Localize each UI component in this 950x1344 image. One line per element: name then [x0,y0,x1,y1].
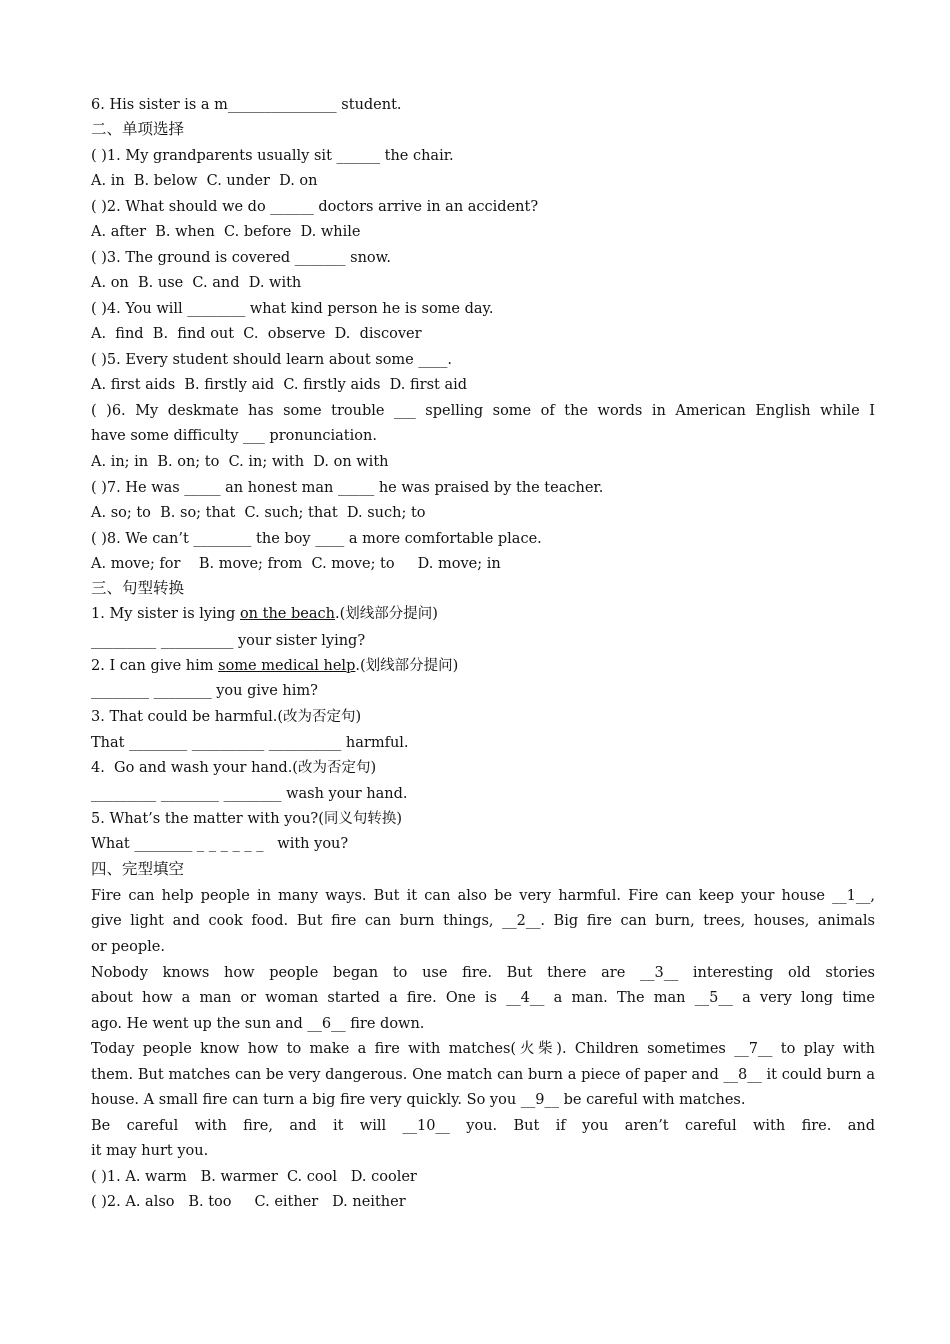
transform-q3-answer: That ________ __________ __________ harmful. [91,735,409,751]
mc-q4-options: A. find B. find out C. observe D. discover [91,326,422,342]
cloze-p1-line3: or people. [91,939,165,955]
fill-blank-q6: 6. His sister is a m_______________ student. [91,97,402,113]
section-3-heading: 三、句型转换 [91,579,185,597]
transform-q1-answer: _________ __________ your sister lying? [91,633,366,649]
transform-q4: 4. Go and wash your hand.(改为否定句) [91,760,377,776]
mc-q3-options: A. on B. use C. and D. with [91,275,302,291]
transform-q2-prefix: 2. I can give him [91,658,219,674]
cloze-p2-line1: Nobody knows how people began to use fire. But there are __3__ interesting old stories [91,965,875,981]
mc-q7: ( )7. He was _____ an honest man _____ he was praised by the teacher. [91,480,604,496]
mc-q8: ( )8. We can’t ________ the boy ____ a more comfortable place. [91,531,542,547]
mc-q5-options: A. first aids B. firstly aid C. firstly aids D. first aid [91,377,468,393]
transform-q1-prefix: 1. My sister is lying [91,606,240,622]
mc-q7-options: A. so; to B. so; that C. such; that D. such; to [91,505,426,521]
section-4-heading: 四、完型填空 [91,860,185,878]
mc-q2-options: A. after B. when C. before D. while [91,224,361,240]
cloze-p1-line1: Fire can help people in many ways. But it can also be very harmful. Fire can keep your house __1__, [91,888,875,904]
mc-q6-line1: ( )6. My deskmate has some trouble ___ spelling some of the words in American English while I [91,403,875,419]
cloze-p2-line2: about how a man or woman started a fire. One is __4__ a man. The man __5__ a very long time [91,990,875,1006]
transform-q4-answer: _________ ________ ________ wash your hand. [91,786,408,802]
transform-q1-suffix: .(划线部分提问) [334,606,438,622]
mc-q2: ( )2. What should we do ______ doctors arrive in an accident? [91,199,539,215]
transform-q2-suffix: .(划线部分提问) [355,658,459,674]
mc-q3: ( )3. The ground is covered _______ snow. [91,250,391,266]
mc-q8-options: A. move; for B. move; from C. move; to D. move; in [91,556,501,572]
section-2-heading: 二、单项选择 [91,120,185,138]
transform-q2-underlined: some medical help [218,658,356,674]
mc-q1: ( )1. My grandparents usually sit ______ the chair. [91,148,454,164]
cloze-p3-line2: them. But matches can be very dangerous. One match can burn a piece of paper and __8__ it could burn a [91,1067,875,1083]
transform-q2 [91,656,458,676]
mc-q6-options: A. in; in B. on; to C. in; with D. on with [91,454,389,470]
transform-q5-answer: What ________ _ _ _ _ _ _ with you? [91,836,349,852]
mc-q6-line2: have some difficulty ___ pronunciation. [91,428,377,444]
transform-q1 [91,604,438,624]
cloze-p4-line2: it may hurt you. [91,1143,209,1159]
mc-q4: ( )4. You will ________ what kind person he is some day. [91,301,494,317]
cloze-p1-line2: give light and cook food. But fire can burn things, __2__. Big fire can burn, trees, houses, animals [91,913,875,929]
cloze-p3-line3: house. A small fire can turn a big fire very quickly. So you __9__ be careful with matches. [91,1092,746,1108]
mc-q5: ( )5. Every student should learn about some ____. [91,352,452,368]
transform-q1-underlined: on the beach [239,606,335,622]
cloze-p3-line1: Today people know how to make a fire with matches(火柴). Children sometimes __7__ to play with [91,1041,875,1057]
cloze-p2-line3: ago. He went up the sun and __6__ fire down. [91,1016,425,1032]
cloze-q2-options: ( )2. A. also B. too C. either D. neither [91,1194,406,1210]
transform-q2-answer: ________ ________ you give him? [91,683,318,699]
mc-q1-options: A. in B. below C. under D. on [91,173,318,189]
transform-q3: 3. That could be harmful.(改为否定句) [91,709,362,725]
cloze-q1-options: ( )1. A. warm B. warmer C. cool D. cooler [91,1169,417,1185]
cloze-p4-line1: Be careful with fire, and it will __10__ you. But if you aren’t careful with fire. and [91,1118,875,1134]
transform-q5: 5. What’s the matter with you?(同义句转换) [91,811,403,827]
